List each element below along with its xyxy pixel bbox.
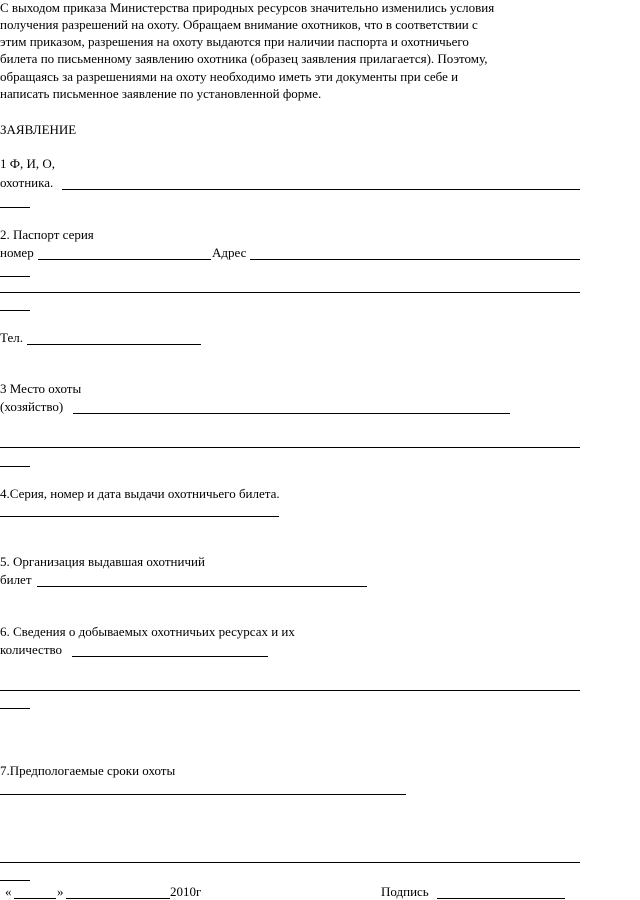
signature-field-line[interactable] — [437, 898, 565, 899]
terms-field-line[interactable] — [0, 794, 406, 795]
resources-field-line-2[interactable] — [0, 690, 580, 691]
address-field-line-cont[interactable] — [0, 276, 30, 277]
org-field-line[interactable] — [37, 586, 367, 587]
fio-label: 1 Ф, И, О, — [0, 156, 56, 171]
ticket-label: 4.Серия, номер и дата выдачи охотничьего билета. — [0, 486, 280, 501]
date-month-field-line[interactable] — [66, 898, 170, 899]
intro-line-2: получения разрешений на охоту. Обращаем внимание охотников, что в соответствии с — [0, 17, 478, 32]
intro-line-4: билета по письменному заявлению охотника (образец заявления прилагается). Поэтому, — [0, 51, 488, 66]
date-close-quote: » — [57, 884, 64, 899]
fio-field-line-cont[interactable] — [0, 207, 30, 208]
address-label: Адрес — [212, 245, 247, 260]
place-label: 3 Место охоты — [0, 381, 82, 396]
terms-field-line-2[interactable] — [0, 862, 580, 863]
intro-line-6: написать письменное заявление по установленной форме. — [0, 86, 322, 101]
date-year: 2010г — [170, 884, 202, 899]
intro-line-3: этим приказом, разрешения на охоту выдаются при наличии паспорта и охотничьего — [0, 34, 469, 49]
org-label: 5. Организация выдавшая охотничий — [0, 554, 205, 569]
org-label-ticket: билет — [0, 572, 32, 587]
place-field-line-2-cont[interactable] — [0, 466, 30, 467]
date-open-quote: « — [5, 884, 12, 899]
place-field-line[interactable] — [73, 413, 510, 414]
resources-field-line-2-cont[interactable] — [0, 708, 30, 709]
place-label-farm: (хозяйство) — [0, 399, 64, 414]
intro-line-1: С выходом приказа Министерства природных ресурсов значительно изменились условия — [0, 0, 495, 15]
terms-label: 7.Предпологаемые сроки охоты — [0, 763, 176, 778]
phone-label: Тел. — [0, 330, 23, 345]
passport-number-label: номер — [0, 245, 34, 260]
resources-field-line[interactable] — [72, 656, 268, 657]
terms-field-line-2-cont[interactable] — [0, 880, 30, 881]
resources-label: 6. Сведения о добываемых охотничьих ресурсах и их — [0, 624, 295, 639]
ticket-field-line[interactable] — [0, 516, 279, 517]
resources-label-qty: количество — [0, 642, 63, 657]
intro-line-5: обращаясь за разрешениями на охоту необходимо иметь эти документы при себе и — [0, 69, 459, 84]
form-title: ЗАЯВЛЕНИЕ — [0, 122, 77, 137]
address-field-line[interactable] — [250, 259, 580, 260]
date-day-field-line[interactable] — [14, 898, 56, 899]
fio-field-line[interactable] — [62, 189, 580, 190]
signature-label: Подпись — [381, 884, 429, 899]
phone-field-line[interactable] — [27, 344, 201, 345]
fio-label-hunter: охотника. — [0, 175, 54, 190]
passport-label: 2. Паспорт серия — [0, 227, 94, 242]
passport-number-field-line[interactable] — [38, 259, 211, 260]
address-field-line-2[interactable] — [0, 292, 580, 293]
place-field-line-2[interactable] — [0, 447, 580, 448]
address-field-line-2-cont[interactable] — [0, 310, 30, 311]
